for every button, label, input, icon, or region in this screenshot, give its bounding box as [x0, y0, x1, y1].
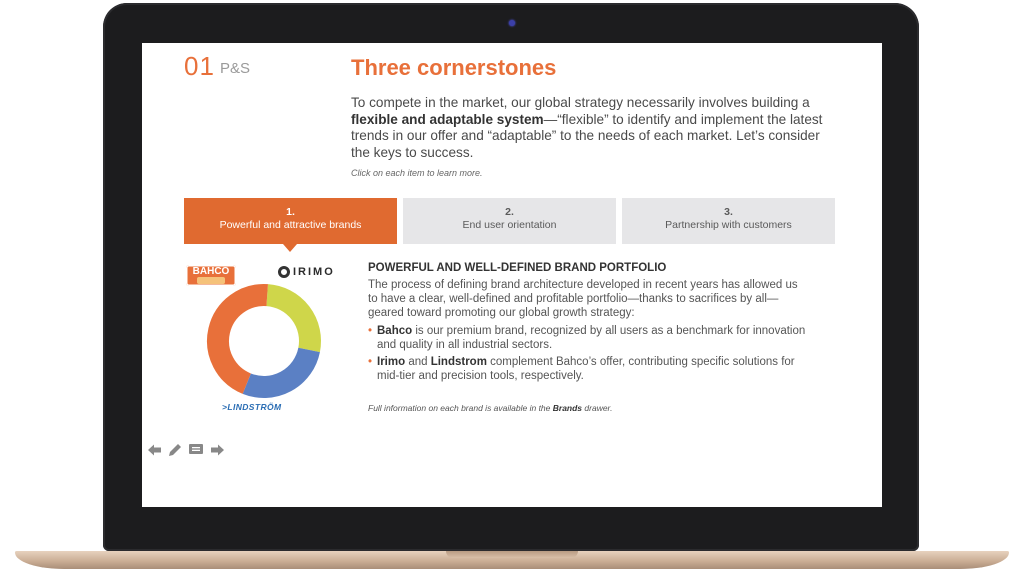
tab-number: 2. [505, 206, 514, 218]
lindstrom-logo-text: LINDSTRÖM [227, 402, 282, 412]
bullet-bold: Irimo [377, 356, 406, 368]
list-item [368, 324, 808, 352]
bahco-logo-text: BAHCO [192, 266, 230, 277]
irimo-logo-text: IRIMO [293, 266, 335, 278]
slide-section: P&S [220, 60, 251, 77]
arrow-left-icon[interactable] [146, 443, 162, 457]
intro-text-part1: To compete in the market, our global strategy necessarily involves building a [351, 95, 810, 110]
footnote-post: drawer. [582, 403, 613, 413]
tab-label: Powerful and attractive brands [219, 219, 362, 231]
donut-segment-lindstrom [247, 350, 309, 387]
footnote [368, 403, 612, 413]
page-title: Three cornerstones [351, 55, 557, 80]
slide-screen [142, 43, 882, 507]
tab-partnership-customers[interactable] [622, 198, 835, 244]
footnote-link: Brands [552, 403, 583, 413]
bullet-list [368, 324, 808, 386]
irimo-mark-icon [278, 266, 290, 278]
laptop-base-notch [446, 551, 578, 558]
bullet-text: and [405, 356, 431, 368]
bullet-bold: Bahco [377, 325, 413, 337]
pencil-icon[interactable] [167, 443, 183, 457]
lindstrom-logo: >LINDSTRÖM [222, 402, 282, 412]
tab-end-user-orientation[interactable] [403, 198, 616, 244]
comment-icon[interactable] [188, 443, 204, 457]
instruction-hint: Click on each item to learn more. [351, 168, 483, 178]
intro-text-part2: —“flexible” to identify and implement the latest trends in our offer and “adaptable” to the needs of each market. Let’s consider the keys to success. [351, 111, 823, 160]
slide-number: 01 [184, 51, 215, 81]
bullet-text: is our premium brand, recognized by all users as a benchmark for innovation and quality in all industrial sectors. [377, 325, 806, 351]
donut-segment-bahco [218, 295, 267, 384]
footnote-pre: Full information on each brand is available in the [368, 403, 553, 413]
brand-donut-chart [204, 281, 324, 401]
tab-label: End user orientation [462, 219, 557, 231]
tab-powerful-brands[interactable] [184, 198, 397, 244]
list-item [368, 355, 808, 383]
tab-number: 1. [286, 206, 295, 218]
tab-label: Partnership with customers [665, 219, 792, 231]
webcam-icon [509, 20, 515, 26]
irimo-logo [278, 264, 335, 280]
donut-segment-irimo [267, 295, 310, 350]
slide-toolbar [146, 443, 225, 457]
content-heading: POWERFUL AND WELL-DEFINED BRAND PORTFOLIO [368, 262, 667, 274]
bullet-bold: Lindstrom [430, 356, 487, 368]
intro-paragraph [351, 95, 841, 161]
bullet-text: complement Bahco’s offer, contributing specific solutions for mid-tier and precision tools, respectively. [377, 356, 795, 382]
active-tab-pointer [283, 244, 297, 252]
arrow-right-icon[interactable] [209, 443, 225, 457]
bullet-dot: • [368, 356, 373, 368]
tab-number: 3. [724, 206, 733, 218]
brand-portfolio-graphic [182, 261, 352, 421]
content-body: The process of defining brand architecture developed in recent years has allowed us to have a clear, well-defined and profitable portfolio—thanks to sacrifices by all—geared toward promoting our global growth strategy: [368, 279, 798, 319]
bullet-dot: • [368, 325, 373, 337]
intro-text-bold: flexible and adaptable system [351, 111, 544, 127]
